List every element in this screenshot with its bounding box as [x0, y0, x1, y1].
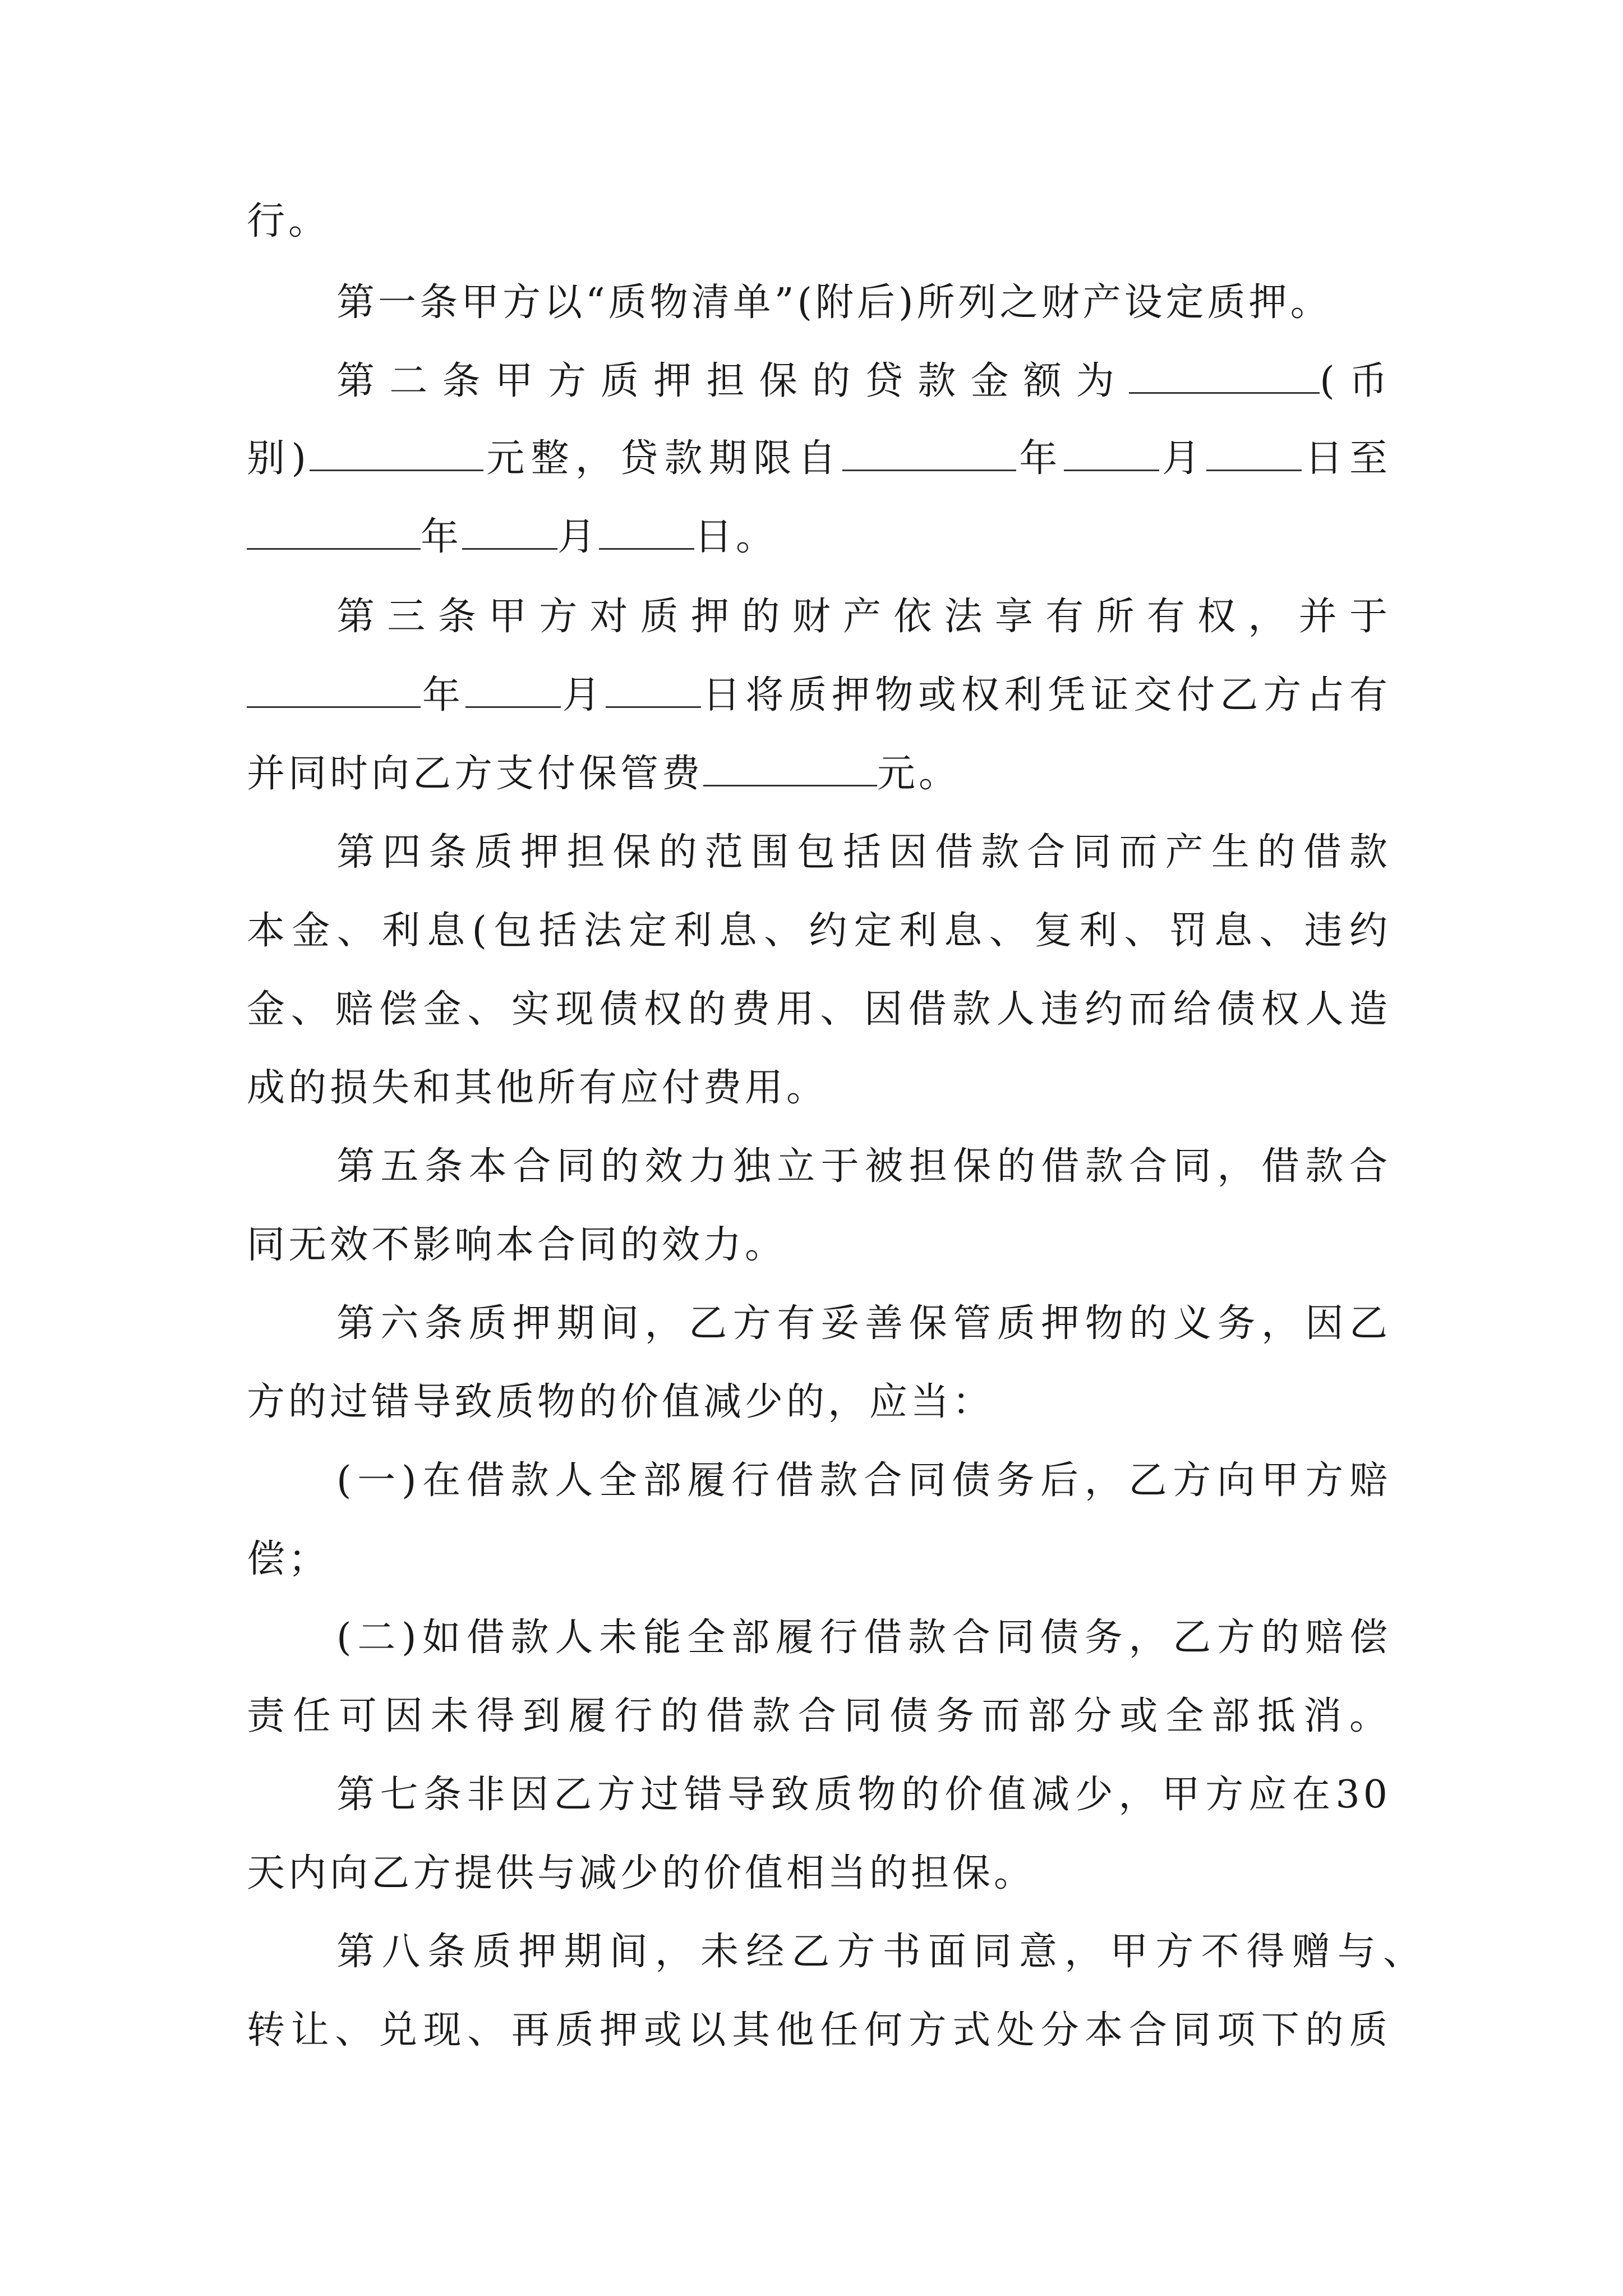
sub-item-1: (一)在借款人全部履行借款合同债务后，乙方向甲方赔 — [336, 1458, 1391, 1503]
text-line: 别) 元整，贷款期限自 年 月 日至 — [247, 436, 1391, 481]
text-line: 同无效不影响本合同的效力。 — [247, 1223, 787, 1267]
blank-field — [703, 753, 877, 786]
text-line: 行。 — [247, 199, 330, 243]
text-line: 转让、兑现、再质押或以其他任何方式处分本合同项下的质 — [247, 2008, 1391, 2053]
blank-field — [310, 438, 483, 471]
text-line: 天内向乙方提供与减少的价值相当的担保。 — [247, 1851, 1036, 1895]
clause-6: 第六条质押期间，乙方有妥善保管质押物的义务，因乙 — [336, 1301, 1391, 1346]
clause-5: 第五条本合同的效力独立于被担保的借款合同，借款合 — [336, 1144, 1391, 1189]
clause-2: 第二条甲方质押担保的贷款金额为 (币 — [336, 359, 1391, 403]
text-line: 偿； — [247, 1537, 330, 1581]
blank-field — [606, 675, 701, 708]
text-line: 方的过错导致质物的价值减少的，应当： — [247, 1380, 994, 1424]
blank-field — [1206, 438, 1302, 471]
blank-field — [599, 517, 694, 550]
blank-field — [842, 438, 1016, 471]
text-line: 责任可因未得到履行的借款合同债务而部分或全部抵消。 — [247, 1694, 1391, 1738]
text-line: 金、赔偿金、实现债权的费用、因借款人违约而给债权人造 — [247, 987, 1391, 1032]
blank-field — [1064, 438, 1159, 471]
text-line: 年 月 日将质押物或权利凭证交付乙方占有 — [247, 668, 1391, 724]
blank-field — [465, 675, 561, 708]
text-line: 成的损失和其他所有应付费用。 — [247, 1066, 828, 1110]
clause-3: 第三条甲方对质押的财产依法享有所有权，并于 — [336, 595, 1391, 639]
blank-field — [1129, 361, 1320, 394]
blank-field — [247, 675, 421, 708]
text-line: 年 月 日。 — [247, 509, 1391, 565]
sub-item-2: (二)如借款人未能全部履行借款合同债务，乙方的赔偿 — [336, 1616, 1391, 1660]
text-line: 本金、利息(包括法定利息、约定利息、复利、罚息、违约 — [247, 909, 1391, 953]
blank-field — [247, 517, 421, 550]
text-line: 并同时向乙方支付保管费 元。 — [247, 752, 961, 796]
clause-7: 第七条非因乙方过错导致质物的价值减少，甲方应在30 — [336, 1773, 1391, 1817]
clause-8: 第八条质押期间，未经乙方书面同意，甲方不得赠与、 — [336, 1930, 1424, 1974]
clause-1: 第一条甲方以“质物清单”(附后)所列之财产设定质押。 — [336, 280, 1332, 325]
clause-4: 第四条质押担保的范围包括因借款合同而产生的借款 — [336, 830, 1391, 875]
blank-field — [462, 517, 557, 550]
